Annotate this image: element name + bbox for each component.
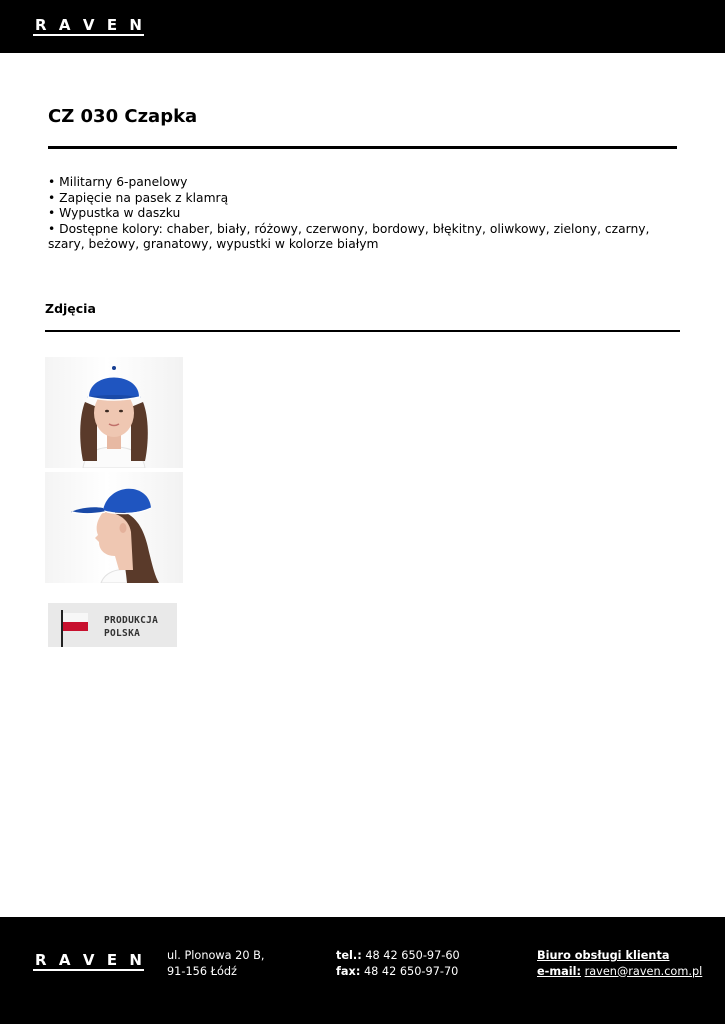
logo-letter: N (129, 15, 142, 34)
photos-section-title: Zdjęcia (45, 301, 96, 316)
email-line (537, 964, 702, 980)
logo-letter: A (58, 950, 71, 969)
flag-white-stripe (63, 613, 88, 622)
photos-divider (45, 330, 680, 332)
fax-value: 48 42 650-97-70 (363, 964, 459, 978)
logo-letter: A (58, 15, 71, 34)
product-title: CZ 030 Czapka (48, 106, 198, 127)
model-side-illustration (45, 472, 183, 583)
tel-value[interactable]: 48 42 650-97-60 (365, 949, 460, 962)
feature-item: • Wypustka w daszku (48, 206, 181, 220)
email-link[interactable]: raven@raven.com.pl (584, 964, 703, 978)
fax-label: fax: (336, 964, 361, 978)
raven-logo[interactable] (33, 17, 144, 36)
feature-item: • Dostępne kolory: chaber, biały, różowy, czerwony, bordowy, błękitny, oliwkowy, zielony, czarny, szary, beżowy, granatowy, wypustki w kolorze białym (48, 221, 650, 251)
raven-footer-logo[interactable] (33, 952, 144, 971)
tel-label: tel.: (336, 949, 362, 962)
product-photo-side[interactable] (45, 472, 183, 583)
logo-letter: N (129, 950, 142, 969)
address-line-2: 91-156 Łódź (167, 964, 237, 978)
badge-line-2: POLSKA (104, 628, 141, 639)
feature-list (48, 175, 668, 253)
fax-line (336, 964, 460, 980)
footer-address (167, 948, 264, 979)
logo-letter: V (82, 15, 95, 34)
email-label: e-mail: (537, 964, 582, 978)
feature-item: • Zapięcie na pasek z klamrą (48, 190, 229, 205)
flag-red-stripe (63, 622, 88, 631)
made-in-poland-badge (48, 603, 177, 647)
badge-text (104, 614, 158, 640)
service-title: Biuro obsługi klienta (537, 949, 670, 962)
address-line-1: ul. Plonowa 20 B, (167, 949, 265, 962)
title-divider (48, 146, 677, 149)
footer-phones (336, 948, 460, 979)
page-header (0, 0, 725, 53)
product-photo-front[interactable] (45, 357, 183, 468)
logo-letter: E (106, 15, 118, 34)
logo-letter: E (106, 950, 118, 969)
logo-letter: R (35, 15, 47, 34)
page-footer (0, 917, 725, 1024)
model-front-illustration (45, 357, 183, 468)
footer-contact (537, 948, 702, 979)
badge-line-1: PRODUKCJA (104, 615, 159, 626)
logo-letter: V (82, 950, 95, 969)
phone-line (336, 948, 460, 964)
feature-item: • Militarny 6-panelowy (48, 175, 188, 189)
logo-letter: R (35, 950, 47, 969)
